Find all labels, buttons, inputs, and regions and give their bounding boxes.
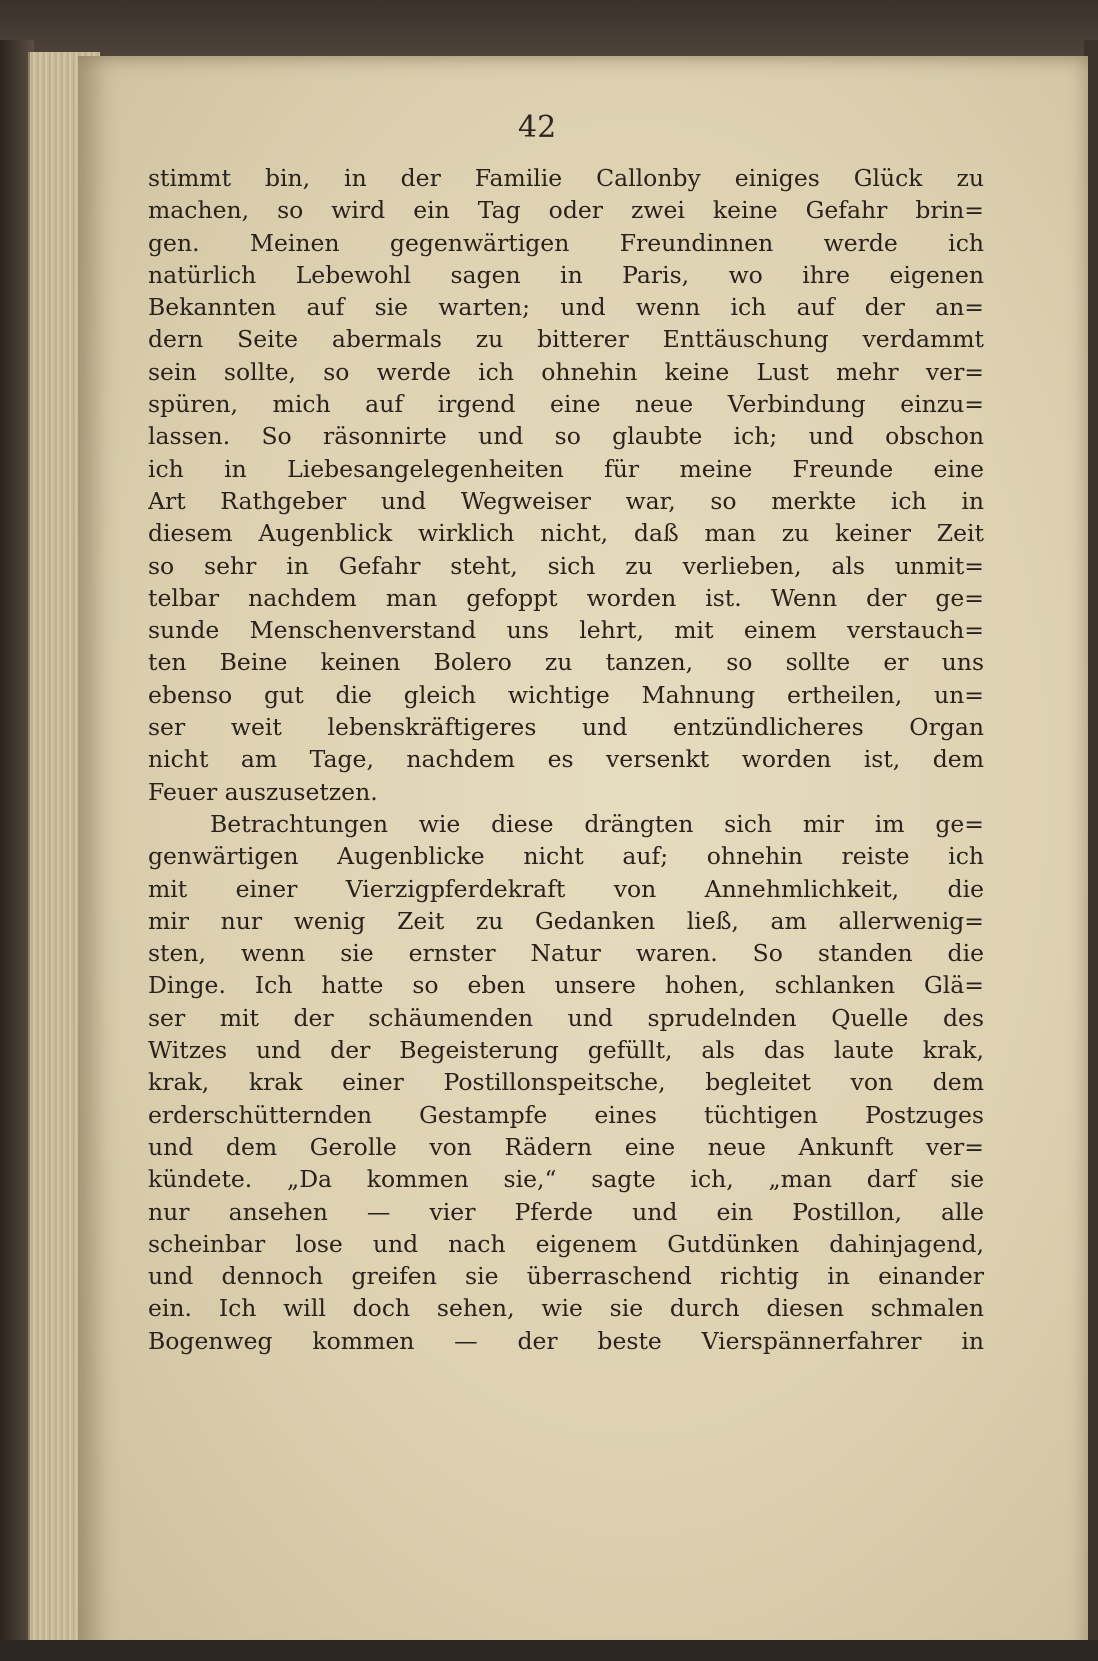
text-line: krak, krak einer Postillonspeitsche, begleitet von dem (148, 1068, 984, 1097)
text-line: spüren, mich auf irgend eine neue Verbindung einzu= (148, 390, 984, 419)
book-cover-top (0, 0, 1098, 60)
text-line: natürlich Lebewohl sagen in Paris, wo ihre eigenen (148, 260, 984, 289)
text-line: Feuer auszusetzen. (148, 777, 378, 806)
text-line: mir nur wenig Zeit zu Gedanken ließ, am allerwenig= (148, 906, 984, 935)
text-line: Bogenweg kommen — der beste Vierspännerfahrer in (148, 1326, 984, 1355)
text-line: diesem Augenblick wirklich nicht, daß man zu keiner Zeit (148, 519, 984, 548)
text-line: ich in Liebesangelegenheiten für meine Freunde eine (148, 454, 984, 483)
book-cover-bottom (0, 1640, 1098, 1661)
text-line: so sehr in Gefahr steht, sich zu verlieben, als unmit= (148, 551, 984, 580)
text-line: mit einer Vierzigpferdekraft von Annehmlichkeit, die (148, 874, 984, 903)
text-line: und dennoch greifen sie überraschend richtig in einander (148, 1262, 984, 1291)
text-line: ein. Ich will doch sehen, wie sie durch diesen schmalen (148, 1294, 984, 1323)
text-line: und dem Gerolle von Rädern eine neue Ankunft ver= (148, 1132, 984, 1161)
text-line: ebenso gut die gleich wichtige Mahnung ertheilen, un= (148, 680, 984, 709)
text-line: nur ansehen — vier Pferde und ein Postillon, alle (148, 1197, 984, 1226)
text-line: kündete. „Da kommen sie,“ sagte ich, „man darf sie (148, 1165, 984, 1194)
text-line: Bekannten auf sie warten; und wenn ich auf der an= (148, 293, 984, 322)
text-line: Art Rathgeber und Wegweiser war, so merkte ich in (148, 486, 984, 515)
text-line: sunde Menschenverstand uns lehrt, mit einem verstauch= (148, 616, 984, 645)
text-line: genwärtigen Augenblicke nicht auf; ohnehin reiste ich (148, 842, 984, 871)
text-line: sein sollte, so werde ich ohnehin keine Lust mehr ver= (148, 357, 984, 386)
text-line: ten Beine keinen Bolero zu tanzen, so sollte er uns (148, 648, 984, 677)
page-number: 42 (518, 110, 557, 145)
text-line: scheinbar lose und nach eigenem Gutdünken dahinjagend, (148, 1229, 984, 1258)
text-line: dern Seite abermals zu bitterer Enttäuschung verdammt (148, 325, 984, 354)
body-text (148, 162, 984, 1357)
text-line: erderschütternden Gestampfe eines tüchtigen Postzuges (148, 1100, 984, 1129)
text-line: ser weit lebenskräftigeres und entzündlicheres Organ (148, 713, 984, 742)
text-line: Dinge. Ich hatte so eben unsere hohen, schlanken Glä= (148, 971, 984, 1000)
text-line: telbar nachdem man gefoppt worden ist. Wenn der ge= (148, 583, 984, 612)
text-line: gen. Meinen gegenwärtigen Freundinnen werde ich (148, 228, 984, 257)
text-line: Betrachtungen wie diese drängten sich mir im ge= (210, 809, 984, 838)
text-line: sten, wenn sie ernster Natur waren. So standen die (148, 939, 984, 968)
text-line: machen, so wird ein Tag oder zwei keine Gefahr brin= (148, 196, 984, 225)
text-line: nicht am Tage, nachdem es versenkt worden ist, dem (148, 745, 984, 774)
text-line: ser mit der schäumenden und sprudelnden Quelle des (148, 1003, 984, 1032)
text-line: Witzes und der Begeisterung gefüllt, als das laute krak, (148, 1036, 984, 1065)
text-line: stimmt bin, in der Familie Callonby einiges Glück zu (148, 164, 984, 192)
text-line: lassen. So räsonnirte und so glaubte ich; und obschon (148, 422, 984, 451)
